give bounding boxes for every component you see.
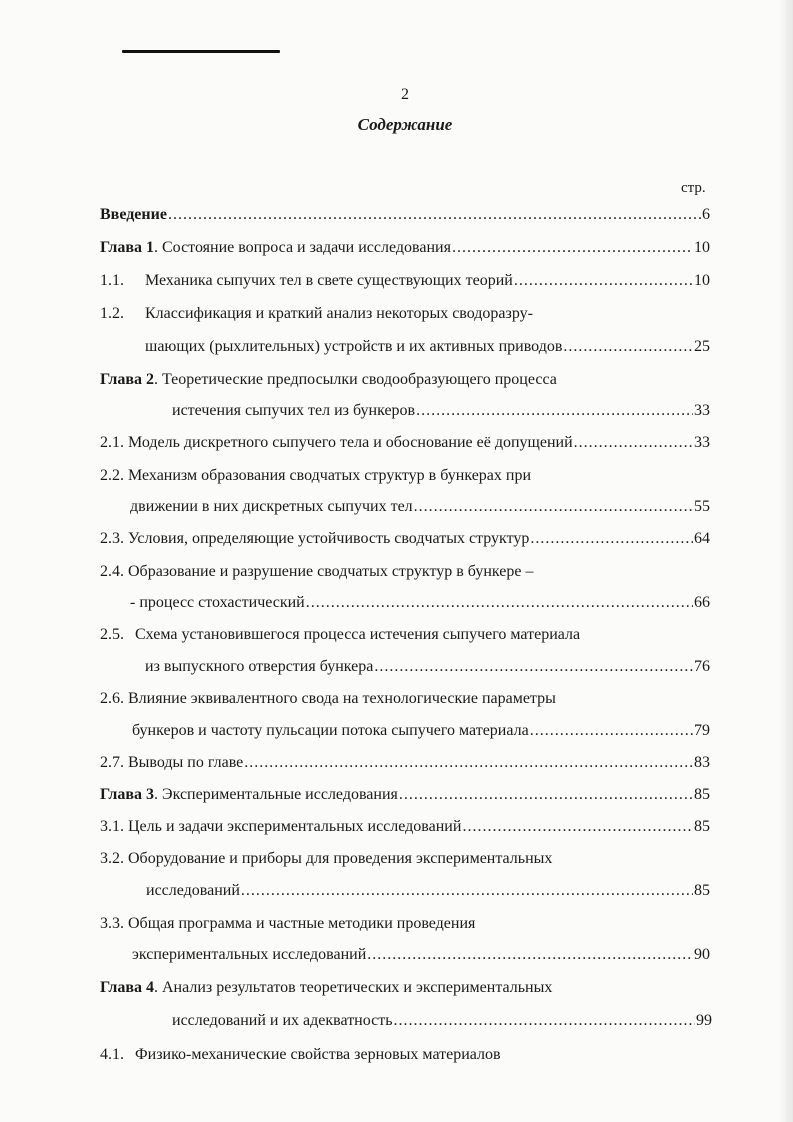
- entry-page: 6: [702, 206, 710, 223]
- toc-entry-2-5-continued[interactable]: [145, 658, 710, 680]
- leader-dots: [414, 498, 693, 516]
- entry-text: шающих (рыхлительных) устройств и их активных приводов: [145, 338, 563, 355]
- leader-dots: [514, 272, 693, 290]
- entry-text: Условия, определяющие устойчивость сводчатых структур: [128, 530, 530, 547]
- entry-text: Образование и разрушение сводчатых структур в бункере –: [128, 563, 534, 580]
- toc-entry-2-2-continued[interactable]: [130, 498, 710, 520]
- entry-page: 90: [694, 946, 710, 963]
- toc-entry-chapter-2[interactable]: [100, 371, 710, 393]
- leader-dots: [244, 754, 693, 772]
- toc-entry-4-1[interactable]: [100, 1046, 710, 1068]
- leader-dots: [574, 434, 693, 452]
- entry-prefix: Глава 4: [100, 979, 154, 996]
- leader-dots: [241, 882, 693, 900]
- entry-prefix: 2.4.: [100, 563, 124, 580]
- entry-prefix: 2.2.: [100, 467, 124, 484]
- leader-dots: [530, 530, 693, 548]
- toc-entry-2-3[interactable]: [100, 530, 710, 552]
- entry-prefix: 3.2.: [100, 850, 124, 867]
- entry-text: Оборудование и приборы для проведения экспериментальных: [128, 850, 553, 867]
- toc-entry-chapter-4[interactable]: [100, 979, 710, 1001]
- entry-text: Общая программа и частные методики проведения: [128, 915, 476, 932]
- toc-entry-1-2[interactable]: [100, 305, 710, 327]
- entry-text: Модель дискретного сыпучего тела и обоснование её допущений: [128, 434, 573, 451]
- entry-text: . Экспериментальные исследования: [154, 786, 398, 803]
- entry-page: 10: [694, 239, 710, 256]
- toc-entry-2-2[interactable]: [100, 467, 710, 489]
- page-number: 2: [401, 86, 409, 103]
- toc-entry-2-6[interactable]: [100, 690, 710, 712]
- entry-text: исследований и их адекватность: [172, 1012, 393, 1029]
- leader-dots: [367, 946, 693, 964]
- entry-prefix: Глава 1: [100, 239, 154, 256]
- entry-text: из выпускного отверстия бункера: [145, 658, 374, 675]
- leader-dots: [399, 786, 693, 804]
- entry-prefix: Глава 3: [100, 786, 154, 803]
- entry-text: движении в них дискретных сыпучих тел: [130, 498, 413, 515]
- leader-dots: [374, 658, 693, 676]
- leader-dots: [530, 722, 693, 740]
- leader-dots: [416, 402, 693, 420]
- scan-edge-shadow: [779, 0, 793, 1122]
- toc-entry-3-3-continued[interactable]: [132, 946, 710, 968]
- toc-entry-2-7[interactable]: [100, 754, 710, 776]
- leader-dots: [168, 206, 701, 224]
- entry-page: 99: [696, 1012, 712, 1029]
- entry-prefix: 2.6.: [100, 690, 124, 707]
- leader-dots: [394, 1012, 695, 1030]
- entry-prefix: 2.7.: [100, 754, 124, 771]
- entry-page: 85: [694, 786, 710, 803]
- entry-page: 79: [694, 722, 710, 739]
- entry-page: 83: [694, 754, 710, 771]
- entry-text: Физико-механические свойства зерновых материалов: [135, 1046, 501, 1063]
- page-column-header: стр.: [681, 180, 706, 196]
- toc-entry-3-1[interactable]: [100, 818, 710, 840]
- entry-page: 33: [694, 402, 710, 419]
- toc-entry-chapter-2-continued[interactable]: [172, 402, 710, 424]
- toc-entry-1-1[interactable]: [100, 272, 710, 294]
- entry-prefix: Введение: [100, 206, 167, 223]
- entry-text: Выводы по главе: [128, 754, 244, 771]
- toc-entry-2-4[interactable]: [100, 563, 710, 585]
- entry-text: . Анализ результатов теоретических и экспериментальных: [154, 979, 553, 996]
- leader-dots: [452, 239, 693, 257]
- toc-entry-chapter-4-continued[interactable]: [172, 1012, 712, 1034]
- toc-entry-chapter-3[interactable]: [100, 786, 710, 808]
- entry-page: 33: [694, 434, 710, 451]
- toc-entry-3-2-continued[interactable]: [146, 882, 710, 904]
- entry-page: 64: [694, 530, 710, 547]
- entry-prefix: 3.1.: [100, 818, 124, 835]
- entry-page: 55: [694, 498, 710, 515]
- entry-text: экспериментальных исследований: [132, 946, 367, 963]
- entry-page: 76: [694, 658, 710, 675]
- entry-text: Классификация и краткий анализ некоторых сводоразру-: [145, 305, 533, 322]
- entry-prefix: 4.1.: [100, 1046, 124, 1063]
- entry-page: 66: [694, 594, 710, 611]
- toc-entry-2-1[interactable]: [100, 434, 710, 456]
- entry-prefix: 2.1.: [100, 434, 124, 451]
- entry-text: Механика сыпучих тел в свете существующих теорий: [145, 272, 513, 289]
- entry-page: 25: [694, 338, 710, 355]
- entry-prefix: 3.3.: [100, 915, 124, 932]
- entry-text: бункеров и частоту пульсации потока сыпучего материала: [132, 722, 529, 739]
- leader-dots: [563, 338, 693, 356]
- entry-text: Механизм образования сводчатых структур в бункерах при: [128, 467, 532, 484]
- entry-page: 10: [694, 272, 710, 289]
- scan-artifact-line: [122, 50, 280, 53]
- entry-prefix: 1.2.: [100, 305, 124, 322]
- entry-text: Цель и задачи экспериментальных исследований: [128, 818, 462, 835]
- entry-prefix: 2.3.: [100, 530, 124, 547]
- toc-entry-introduction[interactable]: [100, 206, 710, 228]
- entry-page: 85: [694, 882, 710, 899]
- leader-dots: [462, 818, 693, 836]
- entry-text: . Теоретические предпосылки сводообразующего процесса: [154, 371, 557, 388]
- entry-text: исследований: [146, 882, 240, 899]
- toc-title: Содержание: [357, 115, 453, 134]
- toc-entry-chapter-1[interactable]: [100, 239, 710, 261]
- entry-page: 85: [694, 818, 710, 835]
- entry-text: . Состояние вопроса и задачи исследования: [154, 239, 451, 256]
- entry-prefix: 2.5.: [100, 626, 124, 643]
- toc-entry-3-3[interactable]: [100, 915, 710, 937]
- entry-prefix: 1.1.: [100, 272, 124, 289]
- toc-entry-1-2-continued[interactable]: [145, 338, 710, 360]
- entry-text: - процесс стохастический: [130, 594, 305, 611]
- leader-dots: [306, 594, 693, 612]
- entry-text: Влияние эквивалентного свода на технологические параметры: [128, 690, 556, 707]
- toc-entry-2-4-continued[interactable]: [130, 594, 710, 616]
- entry-prefix: Глава 2: [100, 371, 154, 388]
- entry-text: истечения сыпучих тел из бункеров: [172, 402, 416, 419]
- toc-entry-2-6-continued[interactable]: [132, 722, 710, 744]
- toc-entry-2-5[interactable]: [100, 626, 710, 648]
- toc-entry-3-2[interactable]: [100, 850, 710, 872]
- entry-text: Схема установившегося процесса истечения сыпучего материала: [135, 626, 581, 643]
